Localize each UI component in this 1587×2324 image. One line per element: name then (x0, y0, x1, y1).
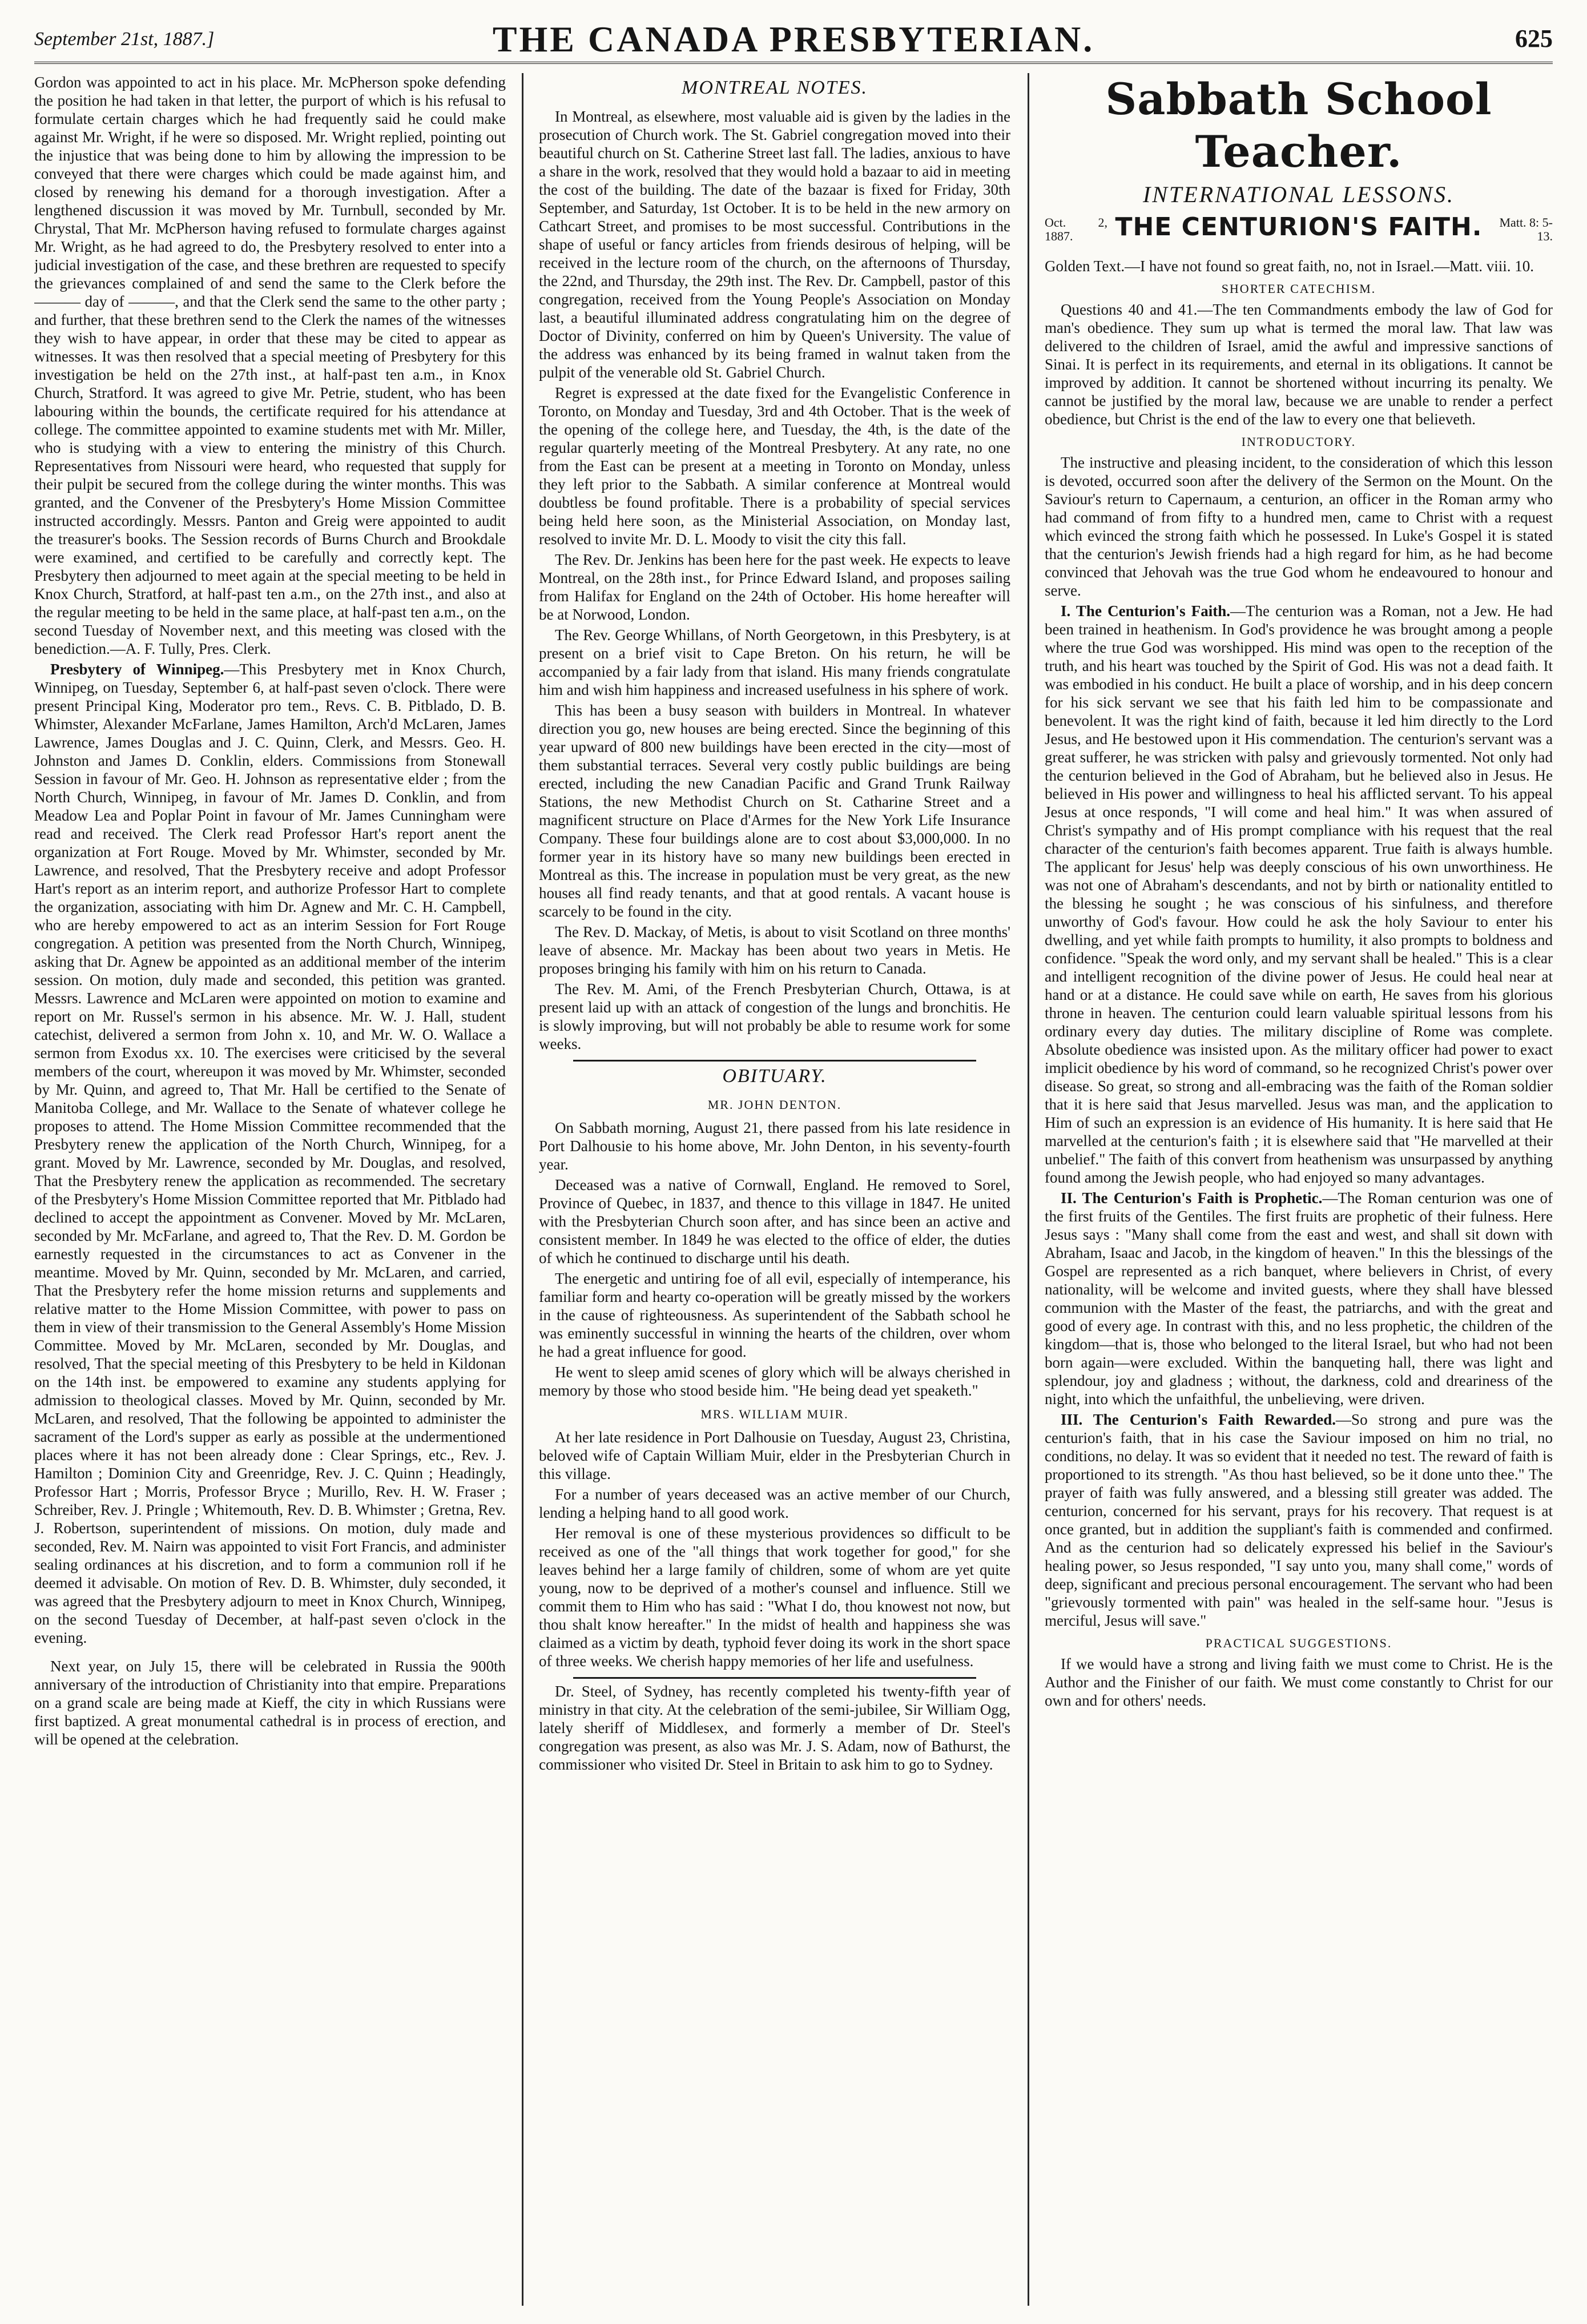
section-lead: III. The Centurion's Faith Rewarded. (1061, 1411, 1336, 1428)
lesson-title: THE CENTURION'S FAITH. (1115, 212, 1483, 242)
paragraph: Questions 40 and 41.—The ten Commandments embody the law of God for man's obedience. They sum up what is termed the moral law. That law was delivered to the children of Israel, amid the awful and impressive sanctions of Sinai. It is perfect in its requirements, and eternal in its obligations. It cannot be improved by addition. It cannot be shortened without incurring its penalty. We cannot be justified by the moral law, because we are unable to render a perfect obedience, but Christ is the end of the law to every one that believeth. (1045, 301, 1553, 428)
column-rule (522, 73, 523, 2306)
paragraph: The energetic and untiring foe of all evil, especially of intemperance, his familiar form and hearty co-operation will be greatly missed by the workers in the cause of righteousness. As superintendent of the Sabbath school he was eminently successful in winning the hearts of the children, over whom he had a great influence for good. (539, 1270, 1010, 1360)
obituary-name: MRS. WILLIAM MUIR. (700, 1407, 849, 1421)
international-lessons-heading: INTERNATIONAL LESSONS. (1142, 182, 1455, 207)
paragraph: Regret is expressed at the date fixed for the Evangelistic Conference in Toronto, on Monday and Tuesday, 3rd and 4th October. That is the week of the opening of the college here, and Tuesday, the 4th, is the date of the regular quarterly meeting of the Montreal Presbytery. At any rate, no one from the East can be present at a meeting in Toronto on Monday, unless they left prior to the Sabbath. A similar conference at Montreal would doubtless be found profitable. There is a probability of special services being held here soon, as the Ministerial Association, on Monday last, resolved to invite Mr. D. L. Moody to visit the city this fall. (539, 384, 1010, 548)
paragraph: At her late residence in Port Dalhousie on Tuesday, August 23, Christina, beloved wife of Captain William Muir, elder in the Presbyterian Church in this village. (539, 1429, 1010, 1482)
paragraph: The Rev. D. Mackay, of Metis, is about to visit Scotland on three months' leave of absence. Mr. Mackay has been about two years in Metis. He proposes bringing his family with him on his return to Canada. (539, 923, 1010, 977)
introductory-heading: INTRODUCTORY. (1241, 435, 1356, 449)
paragraph: The Rev. M. Ami, of the French Presbyterian Church, Ottawa, is at present laid up with an attack of congestion of the lungs and bronchitis. He is slowly improving, but will not probably be able to resume work for some weeks. (539, 980, 1010, 1052)
column-1 (34, 73, 506, 2306)
paragraph: Dr. Steel, of Sydney, has recently completed his twenty-fifth year of ministry in that city. At the celebration of the semi-jubilee, Sir William Ogg, lately sheriff of Middlesex, and formerly a member of Dr. Steel's congregation was present, as also was Mr. J. S. Adam, now of Bathurst, the commissioner who visited Dr. Steel in Britain to ask him to go to Sydney. (539, 1683, 1010, 1773)
paragraph: Deceased was a native of Cornwall, England. He removed to Sorel, Province of Quebec, in 1837, and thence to this village in 1847. He united with the Presbyterian Church soon after, and has since been an active and consistent member. In 1849 he was elected to the office of elder, the duties of which he continued to discharge until his death. (539, 1176, 1010, 1266)
paragraph-text: —This Presbytery met in Knox Church, Winnipeg, on Tuesday, September 6, at half-past seven o'clock. There were present Principal King, Moderator pro tem., Revs. C. B. Pitblado, D. B. Whimster, Alexander McFarlane, James Hamilton, Arch'd McLaren, James Lawrence, James Douglas and J. C. Quinn, Clerk, and Messrs. Geo. H. Johnston and James D. Conklin, elders. Commissions from Stonewall Session in favour of Mr. Geo. H. Johnson as representative elder ; from the North Church, Winnipeg, in favour of Mr. James D. Conklin, and from Meadow Lea and Poplar Point in favour of Mr. James Cunningham were read and received. The Clerk read Professor Hart's report anent the organization at Fort Rouge. Moved by Mr. Whimster, seconded by Mr. Lawrence, and resolved, That the Presbytery receive and adopt Professor Hart's report as an interim report, and authorize Professor Hart to complete the organization, associating with him Dr. Agnew and Mr. C. H. Campbell, who are hereby empowered to act as an interim Session for Fort Rouge congregation. A petition was presented from the North Church, Winnipeg, asking that Dr. Agnew be appointed as an additional member of the interim session. On motion, duly made and seconded, this petition was granted. Messrs. Lawrence and McLaren were appointed on motion to examine and report on Mr. Russel's sermon in his absence. Mr. W. J. Hall, student catechist, delivered a sermon from John x. 10, and Mr. W. O. Wallace a sermon from Exodus xx. 10. The exercises were criticised by the several members of the court, whereupon it was moved by Mr. Whimster, seconded by Mr. Quinn, and agreed to, That Mr. Hall be certified to the Senate of Manitoba College, and Mr. Wallace to the Senate of whatever college he proposes to attend. The Home Mission Committee recommended that the Presbytery renew the application of the North Church, Winnipeg, for a grant. Moved by Mr. Lawrence, seconded by Mr. Douglas, and resolved, That the Presbytery renew the application as recommended. The secretary of the Presbytery's Home Mission Committee reported that Mr. Pitblado had declined to accept the appointment as Convener. Moved by Mr. McLaren, seconded by Mr. McFarlane, and agreed to, That the Rev. D. M. Gordon be earnestly requested in the circumstances to act as Convener in the meantime. Moved by Mr. Quinn, seconded by Mr. McLaren, and carried, That the Presbytery refer the home mission returns and supplements and relative matter to the Home Mission Committee, with power to pass on them in view of their transmission to the General Assembly's Home Mission Committee. Moved by Mr. McLaren, seconded by Mr. Douglas, and resolved, That the special meeting of this Presbytery to be held in Kildonan on the 14th inst. be empowered to examine any students applying for admission to theological classes. Moved by Mr. Quinn, seconded by Mr. McLaren, and resolved, That the following be appointed to administer the sacrament of the Lord's supper as early as possible at the undermentioned places where it has not been already done : Clear Springs, etc., Rev. J. Hamilton ; Dominion City and Greenridge, Rev. J. C. Quinn ; Headingly, Professor Hart ; Morris, Professor Bryce ; Murillo, Rev. H. W. Fraser ; Schreiber, Rev. J. Pringle ; Whitemouth, Rev. D. B. Whimster ; Gretna, Rev. J. Robertson, superintendent of missions. On motion, duly made and seconded, Rev. M. Nairn was appointed to visit Fort Francis, and administer sealing ordinances at his discretion, and to form a communion roll if he deemed it advisable. On motion of Rev. D. B. Whimster, duly seconded, it was agreed that the Presbytery adjourn to meet in Knox Church, Winnipeg, on the second Tuesday of December, at half-past seven o'clock in the evening. (34, 661, 506, 1646)
page-number: 625 (1515, 25, 1553, 53)
obituary-name: MR. JOHN DENTON. (707, 1097, 842, 1112)
divider (573, 1677, 976, 1679)
column-3 (1045, 73, 1553, 2306)
presbytery-winnipeg-report (34, 660, 506, 1647)
paragraph-text: —So strong and pure was the centurion's faith, that in his case the Saviour imposed on him no trial, no conditions, no delay. It was so evident that it needed no test. The reward of faith is proportioned to its strength. "As thou hast believed, so be it done unto thee." The prayer of faith was fully answered, and a blessing still greater was added. The centurion, concerned for his servant, prays for his recovery. That request is at once granted, but in addition the suppliant's faith is commended and confirmed. And as the centurion had so delicately expressed his belief in the Saviour's healing power, so Jesus responded, "I say unto you, many shall come," words of deep, significant and precious personal encouragement. The servant who had been "grievously tormented with pain" was healed in the self-same hour. "Jesus is merciful, Jesus will save." (1045, 1411, 1553, 1629)
sabbath-school-teacher-title: Sabbath School Teacher. (1105, 74, 1492, 177)
lesson-reference: Matt. 8: 5-13. (1499, 215, 1553, 243)
paragraph: Her removal is one of these mysterious providences so difficult to be received as one of the "all things that work together for good," for she leaves behind her a large family of children, some of whom are yet quite young, now to be deprived of a mother's counsel and influence. Still we commit them to Him who has said : "What I do, thou knowest not now, but thou shalt know hereafter." In the midst of health and happiness she was claimed as a victim by death, typhoid fever doing its work in the short space of three weeks. We cherish happy memories of her life and usefulness. (539, 1525, 1010, 1670)
section-lead: I. The Centurion's Faith. (1061, 602, 1231, 620)
paragraph: The instructive and pleasing incident, to the consideration of which this lesson is devoted, occurred soon after the delivery of the Sermon on the Mount. On the Saviour's return to Capernaum, a centurion, an officer in the Roman army who had command of from fifty to a hundred men, came to Christ with a request which evinced the strong faith which he possessed. In Luke's Gospel it is stated that the centurion's Jewish friends had a high regard for him, as he had become convinced that Jehovah was the true God whom he endeavoured to honour and serve. (1045, 454, 1553, 599)
running-head (34, 16, 1553, 64)
montreal-notes-heading: MONTREAL NOTES. (682, 77, 868, 98)
presbytery-stratford-report: Gordon was appointed to act in his place. Mr. McPherson spoke defending the position he had taken in that letter, the purport of which is his refusal to formulate certain charges which he had frequently said he could make against Mr. Wright, if he were so disposed. Mr. Wright replied, pointing out the injustice that was being done to him by allowing the impression to be conveyed that there were charges which could be made against him, and closed by renewing his demand for a thorough investigation. After a lengthened discussion it was moved by Mr. Turnbull, seconded by Mr. Chrystal, That Mr. McPherson having refused to formulate charges against Mr. Wright, as he had agreed to do, the Presbytery resolved to enter into a judicial investigation of the case, and these brethren are requested to specify the grievances complained of and send the same to the Clerk before the ——— day of ———, and that the Clerk send the same to the other party ; and further, that these brethren send to the Clerk the names of the witnesses they wish to have appear, in order that these may be cited to appear as witnesses. It was then resolved that a special meeting of Presbytery for this investigation be held on the 27th inst., at half-past ten a.m., in Knox Church, Stratford. It was agreed to give Mr. Petrie, student, who has been labouring within the bounds, the certificate required for his attendance at college. The committee appointed to examine students met with Mr. Miller, who is studying with a view to entering the ministry of this Church. Representatives from Nissouri were heard, who requested that supply for their pulpit be secured from the college during the winter months. This was granted, and the Convener of the Presbytery's Home Mission Committee instructed accordingly. Messrs. Panton and Greig were appointed to audit the treasurer's books. The Session records of Burns Church and Brookdale were examined, and certified to be carefully and correctly kept. The Presbytery then adjourned to meet again at the special meeting to be held in Knox Church, Stratford, at half-past ten a.m., on the 27th inst., and also at the regular meeting to be held in the same place, at half-past ten a.m., on the second Tuesday of November next, and this meeting was closed with the benediction.—A. F. Tully, Pres. Clerk. (34, 74, 506, 657)
paragraph: If we would have a strong and living faith we must come to Christ. He is the Author and the Finisher of our faith. We must come constantly to Christ for our own and for others' needs. (1045, 1655, 1553, 1709)
paragraph-text: —The Roman centurion was one of the first fruits of the Gentiles. The first fruits are prophetic of their fulness. Here Jesus says : "Many shall come from the east and west, and shall sit down with Abraham, Isaac and Jacob, in the kingdom of heaven." In this the blessings of the Gospel are represented as a rich banquet, where believers in Christ, of every nationality, will be welcome and invited guests, where they shall have blessed communion with the Master of the feast, the patriarchs, and with the great and good of every age. In contrast with this, and no less prophetic, the children of the kingdom—that is, those who belonged to the literal Israel, but who had not been born again—were excluded. Within the banqueting hall, there was light and splendour, joy and gladness ; without, the darkness, cold and dreariness of the night, into which the unfaithful, the unbelieving, were driven. (1045, 1189, 1553, 1408)
russia-anniversary-note: Next year, on July 15, there will be celebrated in Russia the 900th anniversary of the introduction of Christianity into that empire. Preparations on a grand scale are being made at Kieff, the city in which Russians were first baptized. A great monumental cathedral is in process of erection, and will be opened at the celebration. (34, 1658, 506, 1748)
golden-text: Golden Text.—I have not found so great faith, no, not in Israel.—Matt. viii. 10. (1045, 258, 1534, 275)
lesson-header (1045, 214, 1553, 254)
issue-date: September 21st, 1887.] (34, 29, 215, 50)
lesson-section-2 (1045, 1189, 1553, 1408)
section-lead: Presbytery of Winnipeg. (50, 661, 224, 678)
lesson-section-3 (1045, 1410, 1553, 1630)
newspaper-title: THE CANADA PRESBYTERIAN. (492, 19, 1095, 59)
obituary-heading: OBITUARY. (722, 1065, 827, 1087)
paragraph: On Sabbath morning, August 21, there passed from his late residence in Port Dalhousie to his home above, Mr. John Denton, in his seventy-fourth year. (539, 1119, 1010, 1173)
lesson-section-1 (1045, 602, 1553, 1187)
paragraph: For a number of years deceased was an active member of our Church, lending a helping hand to all good work. (539, 1486, 1010, 1521)
column-rule (1028, 73, 1029, 2306)
column-2 (539, 73, 1010, 2306)
lesson-date: Oct. 2, 1887. (1045, 215, 1107, 243)
paragraph: The Rev. Dr. Jenkins has been here for the past week. He expects to leave Montreal, on the 28th inst., for Prince Edward Island, and proposes sailing from Halifax for England on the 24th of October. His home hereafter will be at Norwood, London. (539, 551, 1010, 623)
paragraph: He went to sleep amid scenes of glory which will be always cherished in memory by those who stood beside him. "He being dead yet speaketh." (539, 1364, 1010, 1399)
paragraph-text: —The centurion was a Roman, not a Jew. He had been trained in heathenism. In God's providence he was brought among a people where the true God was worshipped. His mind was open to the reception of the truth, and his heart was touched by the Spirit of God. His was not a dead faith. It was embodied in his conduct. He built a place of worship, and in his deep concern for his sick servant we see that his faith led him to be compassionate and benevolent. It was the right kind of faith, because it led him directly to the Lord Jesus, and He bestowed upon it His commendation. The centurion's servant was a great sufferer, he was stricken with palsy and grievously tormented. Not only had the centurion believed in the God of Abraham, but he believed also in Jesus. He believed in His power and willingness to heal his afflicted servant. To his appeal Jesus at once responds, "I will come and heal him." It was when assured of Christ's sympathy and of His prompt compliance with his request that the real character of the centurion's faith becomes apparent. True faith is always humble. The applicant for Jesus' help was deeply conscious of his own unworthiness. He was not one of Abraham's descendants, and not by birth or nationality entitled to the blessing he sought ; he was conscious of his sinfulness, and therefore unworthy of God's favour. How could he ask the holy Saviour to enter his dwelling, and yet while faith prompts to humility, it also prompts to boldness and confidence. "Speak the word only, and my servant shall be healed." This is a clear and intelligent recognition of the divine power of Jesus. He could heal near at hand or at a distance. He could save while on earth, He saves from his glorious throne in heaven. The centurion could learn valuable spiritual lessons from his ordinary every day duties. The military discipline of Rome was complete. Absolute obedience was insisted upon. As the military officer had power to exact implicit obedience by his word of command, so he recognized Christ's power over disease. So great, so strong and all-embracing was the faith of the Roman soldier that it is here said that Jesus marvelled. Jesus was man, and the application to Him of such an expression is an evidence of His humanity. It is here said that He marvelled at the centurion's faith ; it is elsewhere said that "He marvelled at their unbelief." The faith of this convert from heathenism was unsurpassed by anything found among the Jewish people, who had enjoyed so many advantages. (1045, 602, 1553, 1186)
section-lead: II. The Centurion's Faith is Prophetic. (1061, 1189, 1323, 1207)
shorter-catechism-heading: SHORTER CATECHISM. (1221, 282, 1376, 296)
paragraph: In Montreal, as elsewhere, most valuable aid is given by the ladies in the prosecution of Church work. The St. Gabriel congregation moved into their beautiful church on St. Catherine Street last fall. The ladies, anxious to have a share in the work, resolved that they would hold a bazaar to aid in meeting the cost of the building. The date of the bazaar is fixed for Friday, 30th September, and Saturday, 1st October. It is to be held in the new armory on Cathcart Street, and promises to be most successful. Contributions in the shape of useful or fancy articles from friends desirous of helping, will be received in the lecture room of the church, on the afternoons of Thursday, the 22nd, and Thursday, the 29th inst. The Rev. Dr. Campbell, pastor of this congregation, received from the Young People's Association on Monday last, a beautiful illuminated address congratulating him on the degree of Doctor of Divinity, conferred on him by Queen's University. The value of the address was enhanced by its being framed in walnut taken from the pulpit of the venerable old St. Gabriel Church. (539, 108, 1010, 381)
paragraph: The Rev. George Whillans, of North Georgetown, in this Presbytery, is at present on a brief visit to Cape Breton. On his return, he will be accompanied by a fair lady from that island. His many friends congratulate him and wish him happiness and increased usefulness in his sphere of work. (539, 626, 1010, 698)
divider (573, 1060, 976, 1062)
practical-suggestions-heading: PRACTICAL SUGGESTIONS. (1205, 1636, 1392, 1650)
paragraph: This has been a busy season with builders in Montreal. In whatever direction you go, new houses are being erected. Since the beginning of this year upward of 800 new buildings have been erected in the city—most of them substantial terraces. Several very costly public buildings are being erected, including the new Canadian Pacific and Grand Trunk Railway Stations, the new Methodist Church on St. Catharine Street and a magnificent structure on Place d'Armes for the New York Life Insurance Company. These four buildings alone are to cost about $3,000,000. In no former year in its history have so many new buildings been erected in Montreal as this. The increase in population must be very great, as the new houses all find ready tenants, and that at good rentals. A vacant house is scarcely to be found in the city. (539, 702, 1010, 920)
